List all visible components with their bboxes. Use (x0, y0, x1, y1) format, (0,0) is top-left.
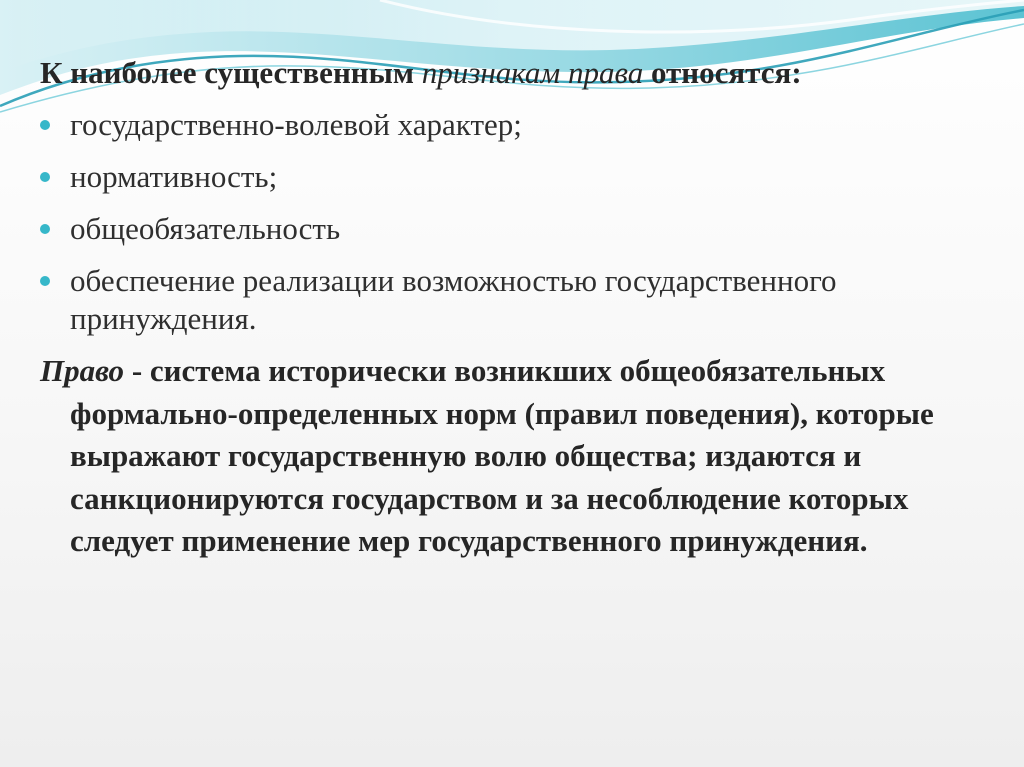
intro-bold-start: К наиболее существенным (40, 55, 422, 90)
definition-term: Право (40, 353, 125, 388)
bullet-dot-icon (40, 224, 50, 234)
slide-content (40, 54, 1000, 563)
bullet-dot-icon (40, 172, 50, 182)
intro-bold-end: относятся: (643, 55, 802, 90)
bullet-dot-icon (40, 120, 50, 130)
list-item-text: нормативность; (70, 159, 278, 194)
intro-italic-term: признакам права (421, 55, 644, 90)
features-list (40, 106, 1000, 338)
law-definition (40, 350, 1000, 563)
list-item (40, 158, 1000, 196)
list-item (40, 262, 1000, 338)
list-item-text: государственно-волевой характер; (70, 107, 522, 142)
bullet-dot-icon (40, 276, 50, 286)
list-item (40, 210, 1000, 248)
definition-text: - система исторически возникших общеобязательных формально-определенных норм (правил поведения), которые выражают государственную волю общества; издаются и санкционируются государством и за несоблюдение которых следует применение мер государственного принуждения. (70, 353, 934, 559)
list-item (40, 106, 1000, 144)
list-item-text: обеспечение реализации возможностью государственного принуждения. (70, 263, 837, 336)
intro-heading (40, 54, 1000, 92)
list-item-text: общеобязательность (70, 211, 341, 246)
